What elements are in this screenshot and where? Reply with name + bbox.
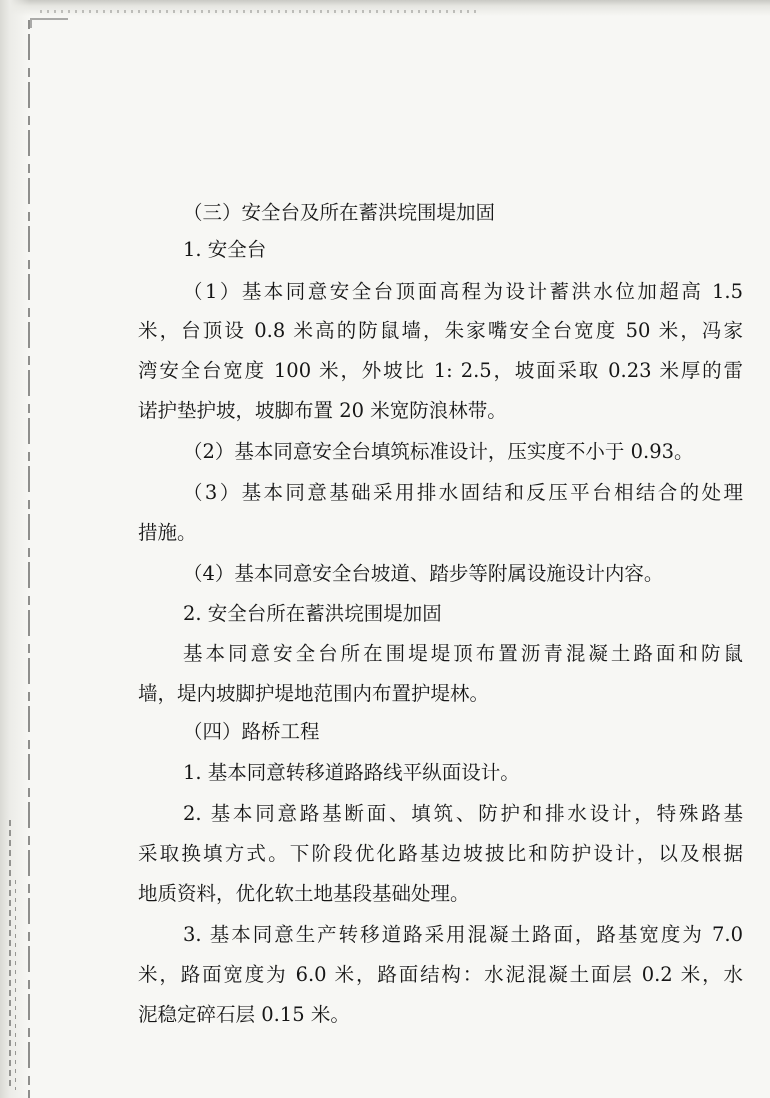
- scan-edge-top: [0, 0, 770, 16]
- paragraph-line: 米，台顶设 0.8 米高的防鼠墙，朱家嘴安全台宽度 50 米，冯家: [138, 319, 743, 342]
- paragraph-line: 采取换填方式。下阶段优化路基边坡披比和防护设计，以及根据: [138, 842, 743, 865]
- paragraph-line: （3）基本同意基础采用排水固结和反压平台相结合的处理: [183, 481, 743, 504]
- paragraph-line: （4）基本同意安全台坡道、踏步等附属设施设计内容。: [183, 562, 664, 585]
- paragraph-line: （2）基本同意安全台填筑标准设计，压实度不小于 0.93。: [183, 440, 694, 463]
- subsection-heading: 1. 安全台: [183, 238, 267, 261]
- subsection-heading: 2. 安全台所在蓄洪垸围堤加固: [183, 602, 442, 625]
- paragraph-line: 湾安全台宽度 100 米，外坡比 1: 2.5，坡面采取 0.23 米厚的雷: [138, 359, 743, 382]
- scan-binding-mark: [9, 820, 11, 1090]
- paragraph-line: 米，路面宽度为 6.0 米，路面结构：水泥混凝土面层 0.2 米，水: [138, 963, 743, 986]
- paragraph-line: 3. 基本同意生产转移道路采用混凝土路面，路基宽度为 7.0: [183, 923, 743, 946]
- scan-noise-top: [40, 10, 480, 13]
- paragraph-line: 基本同意安全台所在围堤堤顶布置沥青混凝土路面和防鼠: [183, 642, 743, 665]
- scan-corner-mark: [30, 18, 68, 28]
- paragraph-line: 1. 基本同意转移道路路线平纵面设计。: [183, 761, 520, 784]
- paragraph-line: 诺护垫护坡，坡脚布置 20 米宽防浪林带。: [138, 399, 507, 422]
- section-heading-safety-platform: （三）安全台及所在蓄洪垸围堤加固: [183, 201, 496, 224]
- paragraph-line: （1）基本同意安全台顶面高程为设计蓄洪水位加超高 1.5: [183, 280, 743, 303]
- paragraph-line: 2. 基本同意路基断面、填筑、防护和排水设计，特殊路基: [183, 802, 743, 825]
- section-heading-road-bridge: （四）路桥工程: [183, 720, 320, 743]
- scan-binding-mark: [15, 880, 16, 1090]
- paragraph-line: 墙，堤内坡脚护堤地范围内布置护堤林。: [138, 682, 490, 705]
- paragraph-line: 措施。: [138, 521, 197, 544]
- paragraph-line: 泥稳定碎石层 0.15 米。: [138, 1003, 350, 1026]
- scan-binding-line: [28, 20, 30, 1098]
- paragraph-line: 地质资料，优化软土地基段基础处理。: [138, 882, 470, 905]
